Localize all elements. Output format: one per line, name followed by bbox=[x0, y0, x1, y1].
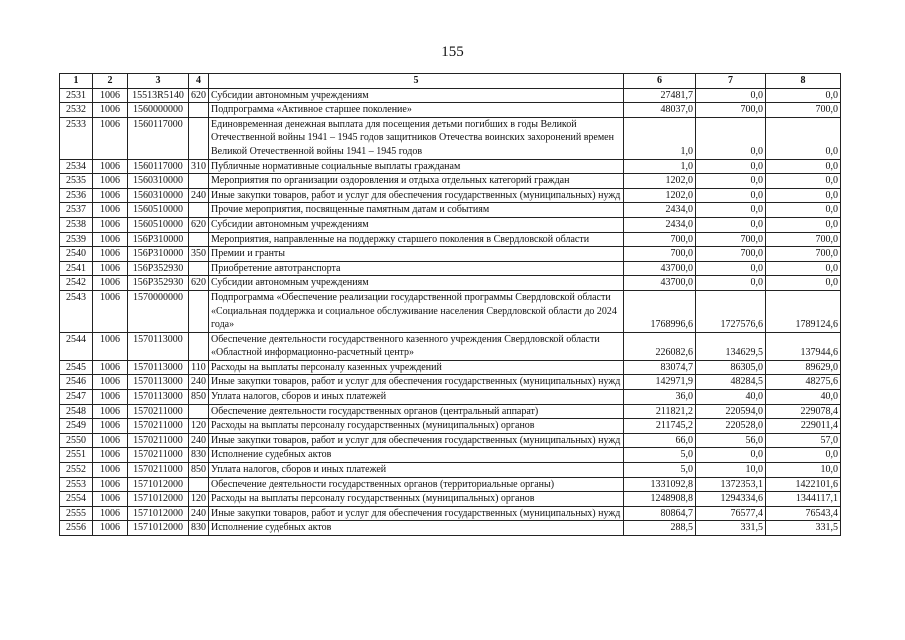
amount-col8: 331,5 bbox=[766, 521, 841, 536]
table-row bbox=[60, 103, 841, 118]
item-name: Субсидии автономным учреждениям bbox=[209, 217, 624, 232]
item-name: Исполнение судебных актов bbox=[209, 448, 624, 463]
amount-col8: 89629,0 bbox=[766, 360, 841, 375]
item-name: Приобретение автотранспорта bbox=[209, 261, 624, 276]
expense-type: 350 bbox=[189, 247, 209, 262]
item-name: Исполнение судебных актов bbox=[209, 521, 624, 536]
amount-col8: 700,0 bbox=[766, 247, 841, 262]
expense-type: 310 bbox=[189, 159, 209, 174]
target-code: 1571012000 bbox=[128, 477, 189, 492]
table-row bbox=[60, 159, 841, 174]
amount-col8: 0,0 bbox=[766, 159, 841, 174]
amount-col8: 0,0 bbox=[766, 276, 841, 291]
amount-col8: 76543,4 bbox=[766, 506, 841, 521]
row-number: 2543 bbox=[60, 290, 93, 332]
amount-col6: 1768996,6 bbox=[624, 290, 696, 332]
section-code: 1006 bbox=[93, 477, 128, 492]
target-code: 156P310000 bbox=[128, 247, 189, 262]
amount-col8: 0,0 bbox=[766, 448, 841, 463]
amount-col6: 700,0 bbox=[624, 247, 696, 262]
section-code: 1006 bbox=[93, 188, 128, 203]
item-name: Подпрограмма «Активное старшее поколение» bbox=[209, 103, 624, 118]
amount-col8: 229078,4 bbox=[766, 404, 841, 419]
target-code: 1571012000 bbox=[128, 492, 189, 507]
row-number: 2534 bbox=[60, 159, 93, 174]
row-number: 2545 bbox=[60, 360, 93, 375]
expense-type: 120 bbox=[189, 419, 209, 434]
item-name: Обеспечение деятельности государственных органов (территориальные органы) bbox=[209, 477, 624, 492]
table-row bbox=[60, 276, 841, 291]
amount-col7: 56,0 bbox=[696, 433, 766, 448]
target-code: 1560510000 bbox=[128, 203, 189, 218]
item-name: Иные закупки товаров, работ и услуг для обеспечения государственных (муниципальных) нужд bbox=[209, 188, 624, 203]
amount-col8: 0,0 bbox=[766, 261, 841, 276]
header-col-4: 4 bbox=[189, 74, 209, 89]
amount-col6: 211821,2 bbox=[624, 404, 696, 419]
amount-col8: 1789124,6 bbox=[766, 290, 841, 332]
row-number: 2553 bbox=[60, 477, 93, 492]
expense-type bbox=[189, 261, 209, 276]
expense-type: 850 bbox=[189, 390, 209, 405]
item-name: Обеспечение деятельности государственного казенного учреждения Свердловской области «Областной информационно-расчетный центр» bbox=[209, 332, 624, 360]
amount-col8: 700,0 bbox=[766, 103, 841, 118]
table-row bbox=[60, 188, 841, 203]
row-number: 2556 bbox=[60, 521, 93, 536]
section-code: 1006 bbox=[93, 521, 128, 536]
row-number: 2546 bbox=[60, 375, 93, 390]
expense-type: 620 bbox=[189, 217, 209, 232]
section-code: 1006 bbox=[93, 103, 128, 118]
row-number: 2548 bbox=[60, 404, 93, 419]
item-name: Уплата налогов, сборов и иных платежей bbox=[209, 390, 624, 405]
item-name: Уплата налогов, сборов и иных платежей bbox=[209, 463, 624, 478]
amount-col7: 10,0 bbox=[696, 463, 766, 478]
amount-col7: 331,5 bbox=[696, 521, 766, 536]
amount-col6: 142971,9 bbox=[624, 375, 696, 390]
amount-col7: 40,0 bbox=[696, 390, 766, 405]
table-row bbox=[60, 360, 841, 375]
table-row bbox=[60, 463, 841, 478]
amount-col7: 1372353,1 bbox=[696, 477, 766, 492]
amount-col7: 0,0 bbox=[696, 261, 766, 276]
target-code: 1570113000 bbox=[128, 375, 189, 390]
header-col-6: 6 bbox=[624, 74, 696, 89]
item-name: Иные закупки товаров, работ и услуг для обеспечения государственных (муниципальных) нужд bbox=[209, 375, 624, 390]
item-name: Расходы на выплаты персоналу государственных (муниципальных) органов bbox=[209, 492, 624, 507]
target-code: 1570211000 bbox=[128, 419, 189, 434]
amount-col8: 0,0 bbox=[766, 188, 841, 203]
amount-col6: 1248908,8 bbox=[624, 492, 696, 507]
item-name: Субсидии автономным учреждениям bbox=[209, 88, 624, 103]
table-row bbox=[60, 174, 841, 189]
target-code: 1560510000 bbox=[128, 217, 189, 232]
section-code: 1006 bbox=[93, 217, 128, 232]
amount-col8: 0,0 bbox=[766, 88, 841, 103]
row-number: 2531 bbox=[60, 88, 93, 103]
amount-col8: 40,0 bbox=[766, 390, 841, 405]
section-code: 1006 bbox=[93, 506, 128, 521]
header-col-2: 2 bbox=[93, 74, 128, 89]
table-row bbox=[60, 521, 841, 536]
target-code: 156P352930 bbox=[128, 276, 189, 291]
amount-col6: 2434,0 bbox=[624, 203, 696, 218]
amount-col6: 1202,0 bbox=[624, 188, 696, 203]
section-code: 1006 bbox=[93, 404, 128, 419]
table-row bbox=[60, 477, 841, 492]
section-code: 1006 bbox=[93, 419, 128, 434]
row-number: 2542 bbox=[60, 276, 93, 291]
amount-col7: 220594,0 bbox=[696, 404, 766, 419]
budget-table bbox=[59, 73, 841, 536]
amount-col7: 0,0 bbox=[696, 188, 766, 203]
section-code: 1006 bbox=[93, 159, 128, 174]
table-row bbox=[60, 404, 841, 419]
target-code: 1570211000 bbox=[128, 433, 189, 448]
amount-col6: 48037,0 bbox=[624, 103, 696, 118]
amount-col8: 1422101,6 bbox=[766, 477, 841, 492]
table-row bbox=[60, 290, 841, 332]
amount-col7: 0,0 bbox=[696, 276, 766, 291]
amount-col6: 36,0 bbox=[624, 390, 696, 405]
item-name: Субсидии автономным учреждениям bbox=[209, 276, 624, 291]
amount-col8: 0,0 bbox=[766, 174, 841, 189]
amount-col8: 10,0 bbox=[766, 463, 841, 478]
section-code: 1006 bbox=[93, 117, 128, 159]
target-code: 1570211000 bbox=[128, 463, 189, 478]
section-code: 1006 bbox=[93, 492, 128, 507]
section-code: 1006 bbox=[93, 247, 128, 262]
amount-col6: 83074,7 bbox=[624, 360, 696, 375]
amount-col8: 0,0 bbox=[766, 203, 841, 218]
expense-type bbox=[189, 174, 209, 189]
table-row bbox=[60, 419, 841, 434]
amount-col6: 1,0 bbox=[624, 117, 696, 159]
row-number: 2554 bbox=[60, 492, 93, 507]
item-name: Подпрограмма «Обеспечение реализации государственной программы Свердловской области «Социальная поддержка и социальное обслуживание населения Свердловской области до 2024 года» bbox=[209, 290, 624, 332]
table-header-row bbox=[60, 74, 841, 89]
amount-col8: 700,0 bbox=[766, 232, 841, 247]
amount-col7: 0,0 bbox=[696, 174, 766, 189]
target-code: 1571012000 bbox=[128, 521, 189, 536]
section-code: 1006 bbox=[93, 448, 128, 463]
item-name: Публичные нормативные социальные выплаты гражданам bbox=[209, 159, 624, 174]
section-code: 1006 bbox=[93, 232, 128, 247]
amount-col6: 226082,6 bbox=[624, 332, 696, 360]
table-row bbox=[60, 390, 841, 405]
target-code: 1560000000 bbox=[128, 103, 189, 118]
table-row bbox=[60, 506, 841, 521]
amount-col7: 0,0 bbox=[696, 88, 766, 103]
row-number: 2539 bbox=[60, 232, 93, 247]
target-code: 1571012000 bbox=[128, 506, 189, 521]
header-col-5: 5 bbox=[209, 74, 624, 89]
amount-col6: 66,0 bbox=[624, 433, 696, 448]
expense-type: 240 bbox=[189, 375, 209, 390]
row-number: 2555 bbox=[60, 506, 93, 521]
section-code: 1006 bbox=[93, 390, 128, 405]
target-code: 156P352930 bbox=[128, 261, 189, 276]
amount-col7: 0,0 bbox=[696, 159, 766, 174]
amount-col6: 27481,7 bbox=[624, 88, 696, 103]
amount-col7: 700,0 bbox=[696, 103, 766, 118]
row-number: 2540 bbox=[60, 247, 93, 262]
page-number: 155 bbox=[441, 44, 464, 60]
amount-col7: 0,0 bbox=[696, 117, 766, 159]
expense-type: 240 bbox=[189, 188, 209, 203]
row-number: 2544 bbox=[60, 332, 93, 360]
amount-col6: 43700,0 bbox=[624, 261, 696, 276]
section-code: 1006 bbox=[93, 463, 128, 478]
table-row bbox=[60, 448, 841, 463]
expense-type: 620 bbox=[189, 276, 209, 291]
expense-type bbox=[189, 103, 209, 118]
amount-col6: 211745,2 bbox=[624, 419, 696, 434]
amount-col8: 0,0 bbox=[766, 117, 841, 159]
expense-type bbox=[189, 290, 209, 332]
amount-col6: 1,0 bbox=[624, 159, 696, 174]
section-code: 1006 bbox=[93, 276, 128, 291]
amount-col6: 288,5 bbox=[624, 521, 696, 536]
section-code: 1006 bbox=[93, 174, 128, 189]
row-number: 2537 bbox=[60, 203, 93, 218]
amount-col8: 48275,6 bbox=[766, 375, 841, 390]
item-name: Обеспечение деятельности государственных органов (центральный аппарат) bbox=[209, 404, 624, 419]
amount-col7: 76577,4 bbox=[696, 506, 766, 521]
item-name: Прочие мероприятия, посвященные памятным датам и событиям bbox=[209, 203, 624, 218]
amount-col7: 1727576,6 bbox=[696, 290, 766, 332]
amount-col7: 1294334,6 bbox=[696, 492, 766, 507]
target-code: 1570211000 bbox=[128, 448, 189, 463]
table-row bbox=[60, 433, 841, 448]
expense-type: 620 bbox=[189, 88, 209, 103]
amount-col8: 1344117,1 bbox=[766, 492, 841, 507]
section-code: 1006 bbox=[93, 261, 128, 276]
item-name: Единовременная денежная выплата для посещения детьми погибших в годы Великой Отечественной войны 1941 – 1945 годов защитников Отечества воинских захоронений времен Великой Отечественной войны 1941 – 1945 годов bbox=[209, 117, 624, 159]
amount-col8: 0,0 bbox=[766, 217, 841, 232]
amount-col8: 137944,6 bbox=[766, 332, 841, 360]
item-name: Премии и гранты bbox=[209, 247, 624, 262]
target-code: 1560117000 bbox=[128, 117, 189, 159]
header-col-7: 7 bbox=[696, 74, 766, 89]
table-row bbox=[60, 332, 841, 360]
amount-col7: 86305,0 bbox=[696, 360, 766, 375]
item-name: Иные закупки товаров, работ и услуг для обеспечения государственных (муниципальных) нужд bbox=[209, 506, 624, 521]
row-number: 2552 bbox=[60, 463, 93, 478]
row-number: 2550 bbox=[60, 433, 93, 448]
target-code: 1570113000 bbox=[128, 390, 189, 405]
target-code: 1570211000 bbox=[128, 404, 189, 419]
row-number: 2541 bbox=[60, 261, 93, 276]
expense-type: 120 bbox=[189, 492, 209, 507]
table-row bbox=[60, 261, 841, 276]
expense-type bbox=[189, 232, 209, 247]
row-number: 2535 bbox=[60, 174, 93, 189]
amount-col7: 700,0 bbox=[696, 247, 766, 262]
amount-col6: 5,0 bbox=[624, 448, 696, 463]
item-name: Расходы на выплаты персоналу государственных (муниципальных) органов bbox=[209, 419, 624, 434]
expense-type bbox=[189, 203, 209, 218]
expense-type: 830 bbox=[189, 448, 209, 463]
amount-col7: 0,0 bbox=[696, 217, 766, 232]
table-body bbox=[60, 88, 841, 535]
table-row bbox=[60, 492, 841, 507]
target-code: 1560117000 bbox=[128, 159, 189, 174]
item-name: Мероприятия по организации оздоровления и отдыха отдельных категорий граждан bbox=[209, 174, 624, 189]
amount-col6: 2434,0 bbox=[624, 217, 696, 232]
item-name: Расходы на выплаты персоналу казенных учреждений bbox=[209, 360, 624, 375]
expense-type: 240 bbox=[189, 506, 209, 521]
table-row bbox=[60, 88, 841, 103]
expense-type: 240 bbox=[189, 433, 209, 448]
section-code: 1006 bbox=[93, 360, 128, 375]
amount-col6: 80864,7 bbox=[624, 506, 696, 521]
target-code: 1560310000 bbox=[128, 174, 189, 189]
amount-col8: 57,0 bbox=[766, 433, 841, 448]
target-code: 1570000000 bbox=[128, 290, 189, 332]
amount-col7: 700,0 bbox=[696, 232, 766, 247]
target-code: 1570113000 bbox=[128, 332, 189, 360]
row-number: 2547 bbox=[60, 390, 93, 405]
item-name: Мероприятия, направленные на поддержку старшего поколения в Свердловской области bbox=[209, 232, 624, 247]
item-name: Иные закупки товаров, работ и услуг для обеспечения государственных (муниципальных) нужд bbox=[209, 433, 624, 448]
expense-type bbox=[189, 477, 209, 492]
row-number: 2551 bbox=[60, 448, 93, 463]
table-row bbox=[60, 232, 841, 247]
target-code: 15513R5140 bbox=[128, 88, 189, 103]
section-code: 1006 bbox=[93, 88, 128, 103]
amount-col6: 5,0 bbox=[624, 463, 696, 478]
expense-type bbox=[189, 117, 209, 159]
amount-col7: 48284,5 bbox=[696, 375, 766, 390]
expense-type bbox=[189, 404, 209, 419]
table-row bbox=[60, 375, 841, 390]
section-code: 1006 bbox=[93, 375, 128, 390]
amount-col6: 43700,0 bbox=[624, 276, 696, 291]
row-number: 2549 bbox=[60, 419, 93, 434]
row-number: 2533 bbox=[60, 117, 93, 159]
section-code: 1006 bbox=[93, 290, 128, 332]
expense-type: 830 bbox=[189, 521, 209, 536]
row-number: 2536 bbox=[60, 188, 93, 203]
amount-col7: 134629,5 bbox=[696, 332, 766, 360]
row-number: 2538 bbox=[60, 217, 93, 232]
table-row bbox=[60, 117, 841, 159]
amount-col7: 0,0 bbox=[696, 448, 766, 463]
header-col-1: 1 bbox=[60, 74, 93, 89]
row-number: 2532 bbox=[60, 103, 93, 118]
amount-col7: 0,0 bbox=[696, 203, 766, 218]
target-code: 156P310000 bbox=[128, 232, 189, 247]
table-row bbox=[60, 217, 841, 232]
amount-col8: 229011,4 bbox=[766, 419, 841, 434]
amount-col7: 220528,0 bbox=[696, 419, 766, 434]
expense-type: 110 bbox=[189, 360, 209, 375]
amount-col6: 1202,0 bbox=[624, 174, 696, 189]
expense-type bbox=[189, 332, 209, 360]
section-code: 1006 bbox=[93, 203, 128, 218]
target-code: 1560310000 bbox=[128, 188, 189, 203]
amount-col6: 1331092,8 bbox=[624, 477, 696, 492]
section-code: 1006 bbox=[93, 433, 128, 448]
header-col-3: 3 bbox=[128, 74, 189, 89]
section-code: 1006 bbox=[93, 332, 128, 360]
table-row bbox=[60, 247, 841, 262]
target-code: 1570113000 bbox=[128, 360, 189, 375]
table-row bbox=[60, 203, 841, 218]
amount-col6: 700,0 bbox=[624, 232, 696, 247]
header-col-8: 8 bbox=[766, 74, 841, 89]
expense-type: 850 bbox=[189, 463, 209, 478]
